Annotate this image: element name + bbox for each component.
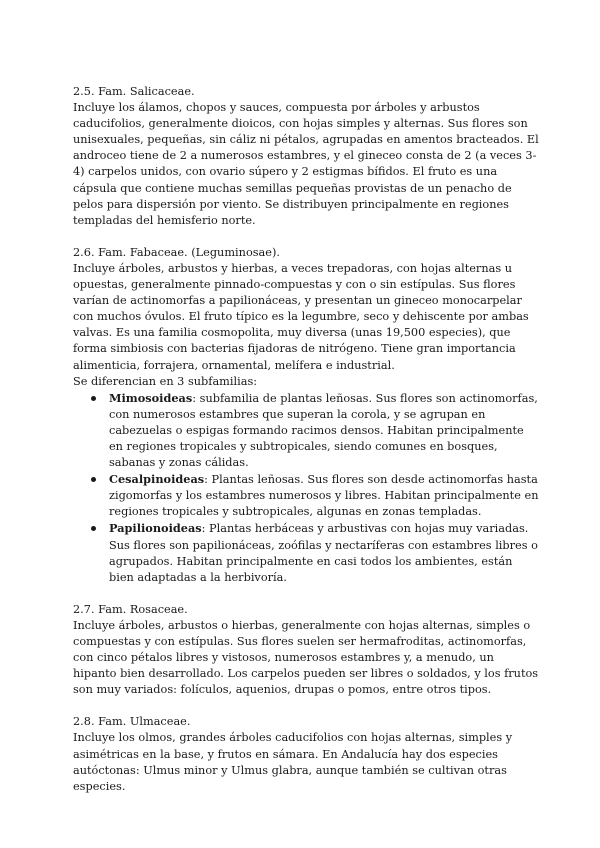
subfamily-description: : subfamilia de plantas leñosas. Sus flores son actinomorfas, con numerosos estambres que superan la corola, y se agrupan en cabezuelas o espigas formando racimos densos. Habitan principalmente en regiones tropicales y subtropicales, siendo comunes en bosques, sabanas y zonas cálidas.: [109, 391, 538, 470]
list-item-mimosoideas: [109, 390, 540, 471]
subfamily-description: : Plantas herbáceas y arbustivas con hojas muy variadas. Sus flores son papilionáceas, zoófilas y nectaríferas con estambres libres o agrupados. Habitan principalmente en casi todos los ambientes, están bien adaptadas a la herbivoría.: [109, 522, 538, 584]
section-heading: 2.8. Fam. Ulmaceae.: [73, 715, 191, 729]
subfamily-term: Papilionoideas: [109, 521, 202, 536]
section-body: Incluye los álamos, chopos y sauces, compuesta por árboles y arbustos caducifolios, generalmente dioicos, con hojas simples y alternas. Sus flores son unisexuales, pequeñas, sin cáliz ni pétalos, agrupadas en amentos bracteados. El androceo tiene de 2 a numerosos estambres, y el gineceo consta de 2 (a veces 3-4) carpelos unidos, con ovario súpero y 2 estigmas bífidos. El fruto es una cápsula que contiene muchas semillas pequeñas provistas de un penacho de pelos para dispersión por viento. Se distribuyen principalmente en regiones templadas del hemisferio norte.: [73, 101, 539, 227]
section-heading: 2.7. Fam. Rosaceae.: [73, 602, 188, 616]
section-body: Incluye árboles, arbustos y hierbas, a veces trepadoras, con hojas alternas u opuestas, generalmente pinnado-compuestas y con o sin estípulas. Sus flores varían de actinomorfas a papilionáceas, y presentan un gineceo monocarpelar con muchos óvulos. El fruto típico es la legumbre, seco y dehiscente por ambas valvas. Es una familia cosmopolita, muy diversa (unas 19,500 especies), que forma simbiosis con bacterias fijadoras de nitrógeno. Tiene gran importancia alimenticia, forrajera, ornamental, melífera e industrial.: [73, 261, 529, 372]
section-heading: 2.6. Fam. Fabaceae. (Leguminosae).: [73, 245, 280, 259]
section-heading: 2.5. Fam. Salicaceae.: [73, 85, 195, 98]
section-salicaceae: [73, 84, 540, 229]
section-fabaceae: [73, 245, 540, 586]
subfamilies-intro: Se diferencian en 3 subfamilias:: [73, 374, 258, 388]
subfamilies-list: [73, 390, 540, 586]
section-body: Incluye los olmos, grandes árboles caducifolios con hojas alternas, simples y asimétricas en la base, y frutos en sámara. En Andalucía hay dos especies autóctonas: Ulmus minor y Ulmus glabra, aunque también se cultivan otras especies.: [73, 731, 513, 793]
list-item-papilionoideas: [109, 520, 540, 585]
section-body: Incluye árboles, arbustos o hierbas, generalmente con hojas alternas, simples o compuestas y con estípulas. Sus flores suelen ser hermafroditas, actinomorfas, con cinco pétalos libres y vistosos, numerosos estambres y, a menudo, un hipanto bien desarrollado. Los carpelos pueden ser libres o soldados, y los frutos son muy variados: folículos, aquenios, drupas o pomos, entre otros tipos.: [73, 618, 539, 697]
subfamily-term: Mimosoideas: [109, 390, 193, 405]
section-rosaceae: [73, 602, 540, 699]
subfamily-description: : Plantas leñosas. Sus flores son desde actinomorfas hasta zigomorfas y los estambres numerosos y libres. Habitan principalmente en regiones tropicales y subtropicales, algunas en zonas templadas.: [109, 473, 539, 519]
section-ulmaceae: [73, 714, 540, 794]
list-item-cesalpinoideas: [109, 471, 540, 520]
subfamily-term: Cesalpinoideas: [109, 472, 205, 487]
